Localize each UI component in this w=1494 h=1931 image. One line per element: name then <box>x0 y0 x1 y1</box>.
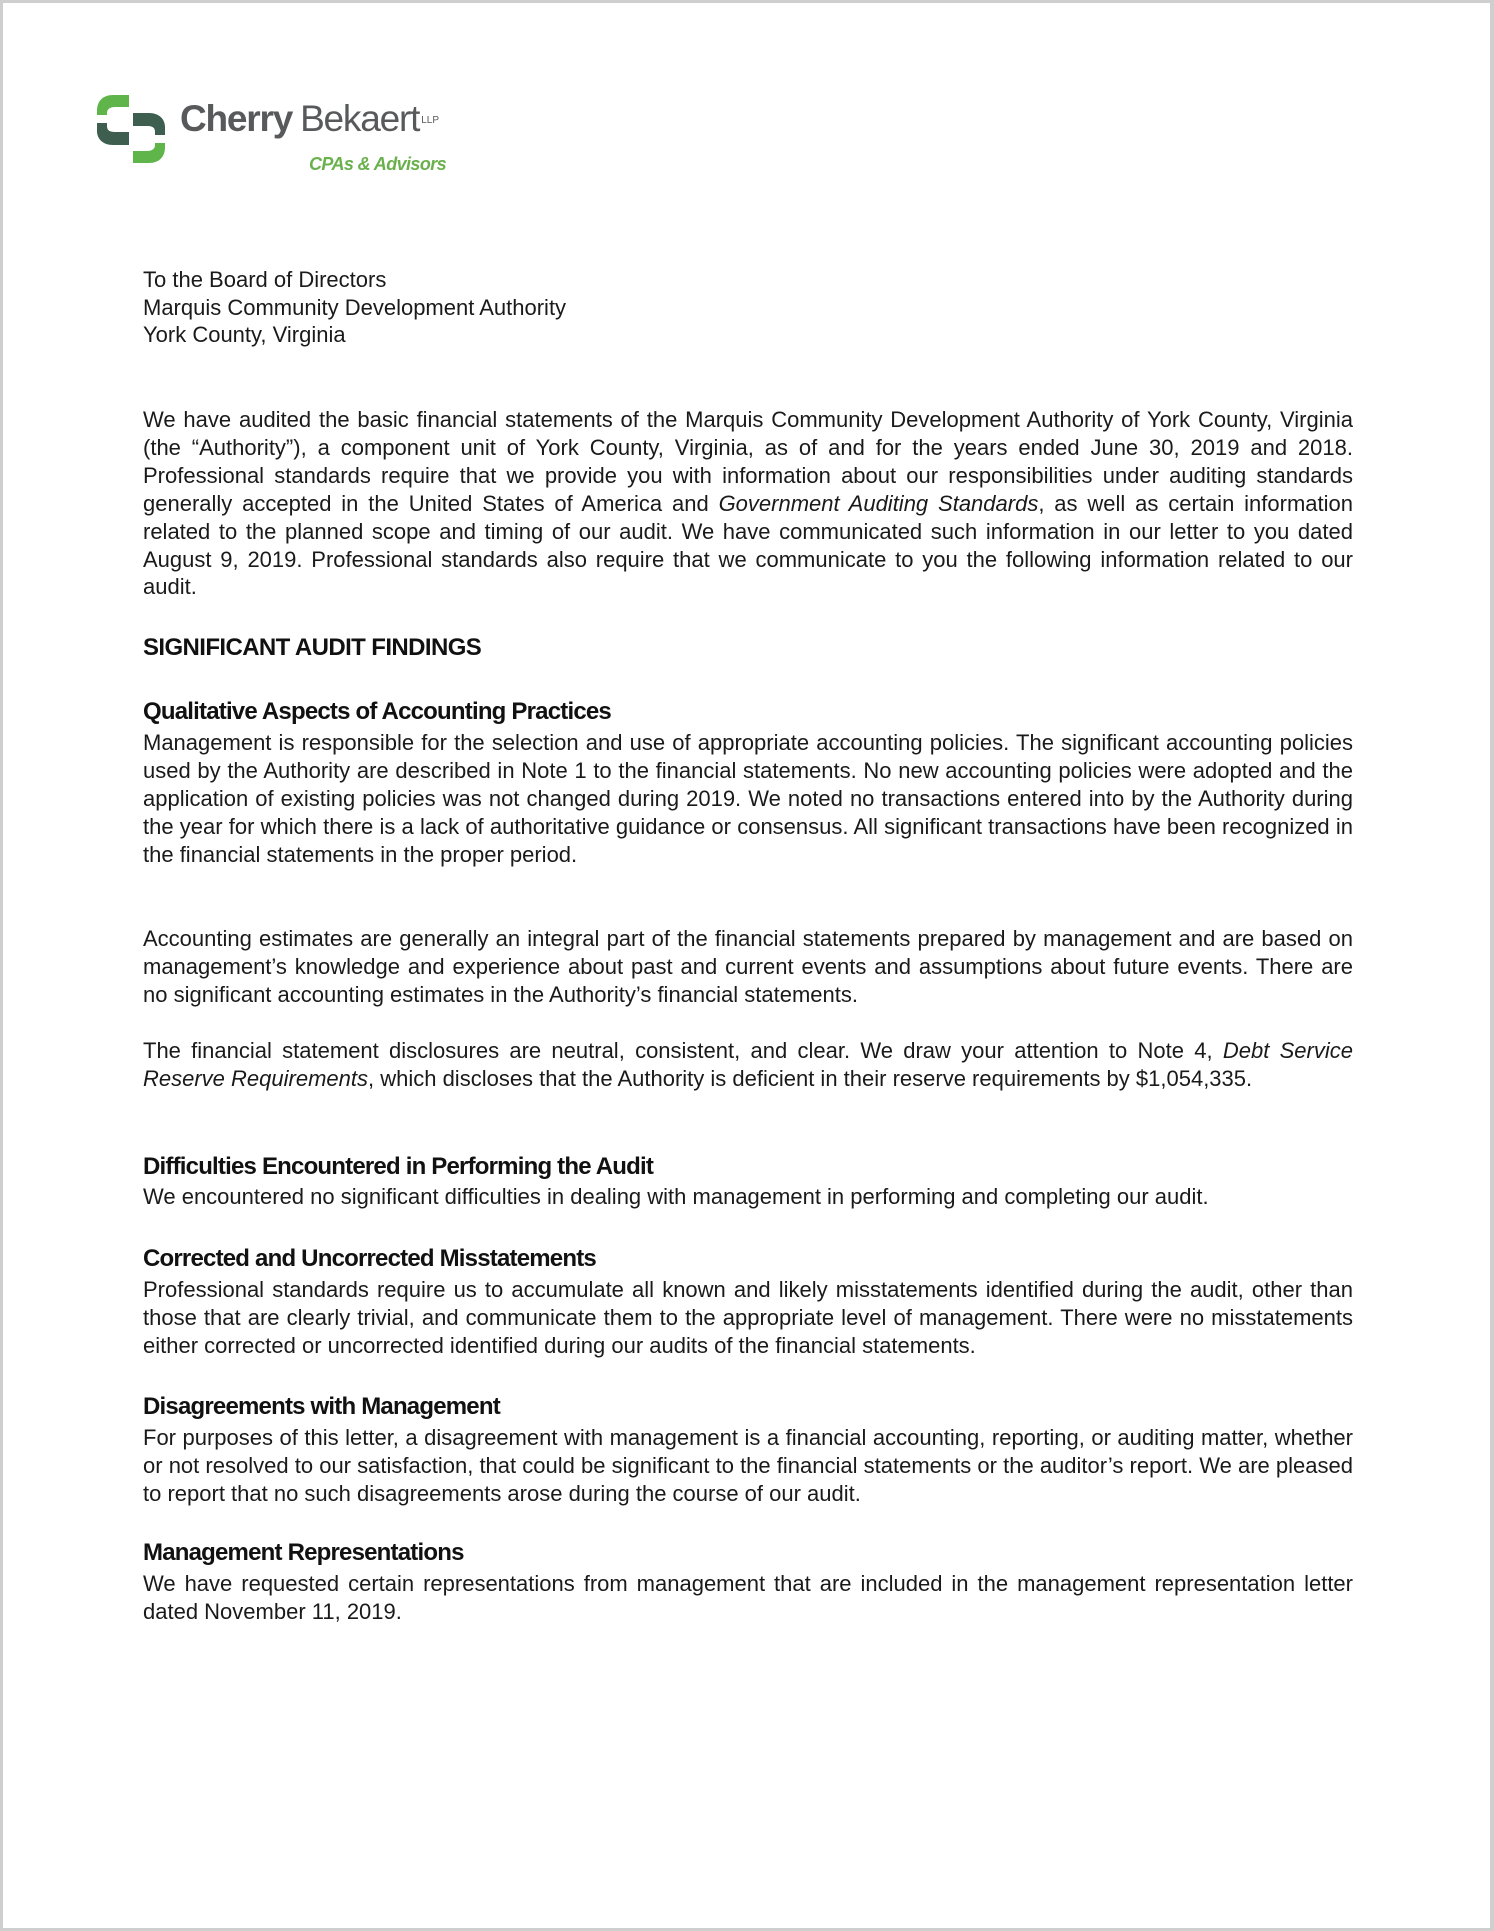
heading-disagreements: Disagreements with Management <box>143 1393 500 1420</box>
difficulties-paragraph: We encountered no significant difficulties in dealing with management in performing and completing our audit. <box>143 1184 1209 1209</box>
letter-page <box>3 3 1490 1928</box>
disclosures-italic-note: Debt Service Reserve Requirements <box>143 1038 1353 1091</box>
section-title-significant-findings: SIGNIFICANT AUDIT FINDINGS <box>143 634 482 661</box>
heading-misstatements: Corrected and Uncorrected Misstatements <box>143 1245 596 1272</box>
logo-tagline: CPAs & Advisors <box>309 154 447 174</box>
address-line-location: York County, Virginia <box>143 322 346 348</box>
logo-name-regular: Bekaert <box>300 98 420 139</box>
misstatements-paragraph: Professional standards require us to accumulate all known and likely misstatements identified during the audit, other than those that are clearly trivial, and communicate them to the appropriate level of management. There were no misstatements either corrected or uncorrected identified during our audits of the financial statements. <box>143 1277 1353 1358</box>
intro-italic-gas: Government Auditing Standards <box>718 490 1039 516</box>
intro-paragraph <box>143 406 1353 601</box>
heading-qualitative-aspects: Qualitative Aspects of Accounting Practices <box>143 698 611 725</box>
cherry-bekaert-logo <box>95 91 475 186</box>
qualitative-paragraph-estimates: Accounting estimates are generally an integral part of the financial statements prepared by management and are based on management’s knowledge and experience about past and current events and assumptions about future events. There are no significant accounting estimates in the Authority’s financial statements. <box>143 926 1353 1007</box>
address-block <box>143 266 1353 349</box>
disagreements-paragraph: For purposes of this letter, a disagreement with management is a financial accounting, reporting, or auditing matter, whether or not resolved to our satisfaction, that could be significant to the financial statements or the auditor’s report. We are pleased to report that no such disagreements arose during the course of our audit. <box>143 1425 1353 1506</box>
address-line-organization: Marquis Community Development Authority <box>143 294 567 320</box>
address-line-recipient: To the Board of Directors <box>143 267 387 292</box>
disclosures-text-2: , which discloses that the Authority is deficient in their reserve requirements by $1,054,335. <box>367 1065 1253 1091</box>
logo-name-bold: Cherry <box>180 98 293 139</box>
intro-text-2: , as well as certain information related to the planned scope and timing of our audit. We have communicated such information in our letter to you dated August 9, 2019. Professional standards also require that we communicate to you the following information related to our audit. <box>143 490 1353 600</box>
logo-suffix: LLP <box>421 115 439 126</box>
qualitative-paragraph-policies: Management is responsible for the selection and use of appropriate accounting policies. The significant accounting policies used by the Authority are described in Note 1 to the financial statements. No new accounting policies were adopted and the application of existing policies was not changed during 2019. We noted no transactions entered into by the Authority during the year for which there is a lack of authoritative guidance or consensus. All significant transactions have been recognized in the financial statements in the proper period. <box>143 730 1353 867</box>
intro-text-1: We have audited the basic financial statements of the Marquis Community Development Authority of York County, Virginia (the “Authority”), a component unit of York County, Virginia, as of and for the years ended June 30, 2019 and 2018. Professional standards require that we provide you with information about our responsibilities under auditing standards generally accepted in the United States of America and <box>143 407 1353 516</box>
logo-mark-icon <box>95 93 167 165</box>
heading-management-representations: Management Representations <box>143 1539 464 1566</box>
representations-paragraph: We have requested certain representations from management that are included in the management representation letter dated November 11, 2019. <box>143 1571 1353 1624</box>
heading-difficulties: Difficulties Encountered in Performing the Audit <box>143 1153 654 1180</box>
disclosures-text-1: The financial statement disclosures are neutral, consistent, and clear. We draw your attention to Note 4, <box>143 1038 1223 1063</box>
qualitative-paragraph-disclosures <box>143 1037 1353 1093</box>
logo-wordmark <box>180 97 439 141</box>
